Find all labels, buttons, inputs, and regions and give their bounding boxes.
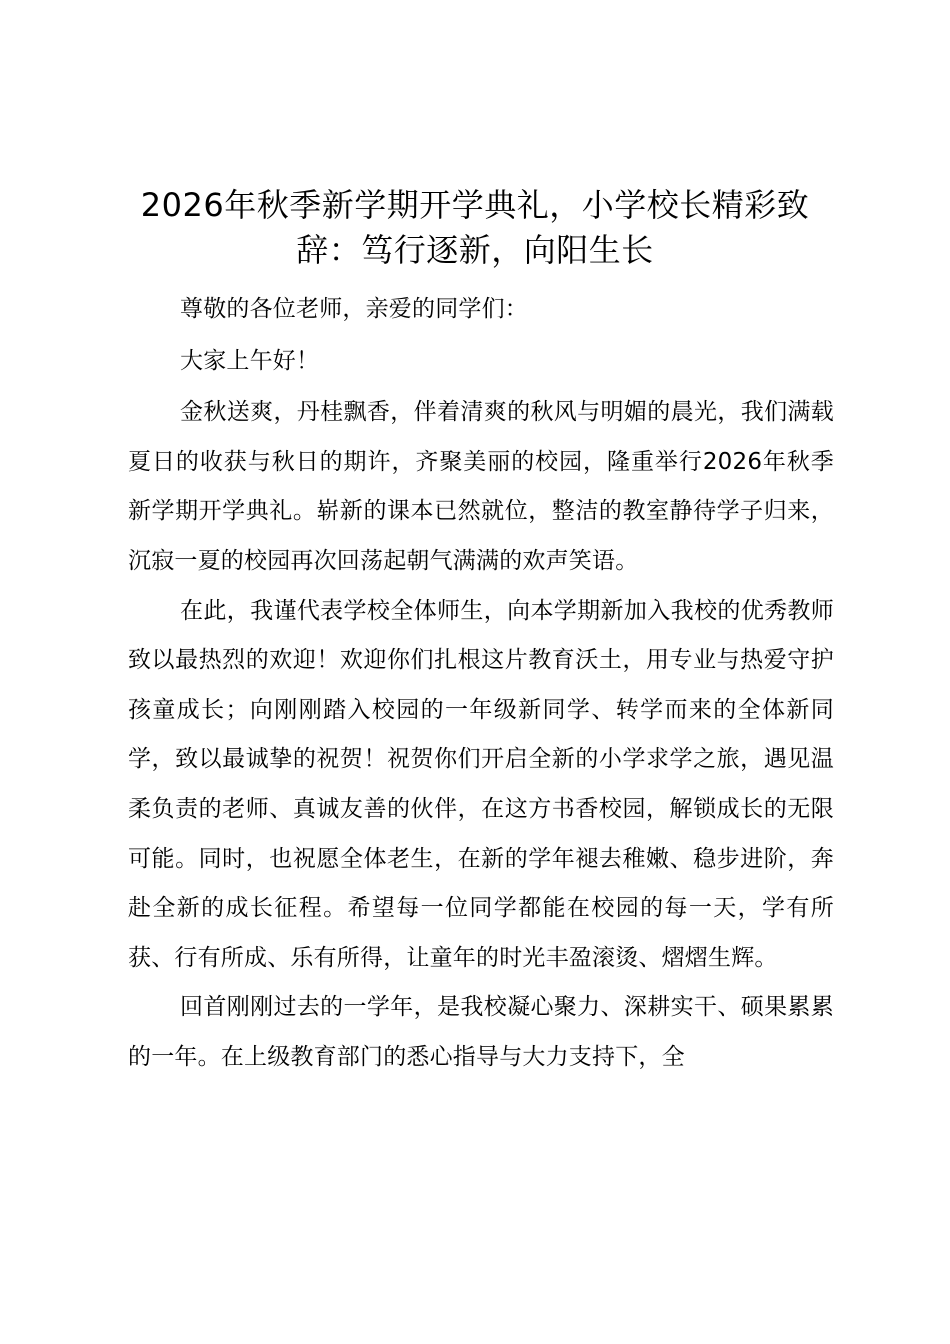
opening-paragraph: 金秋送爽，丹桂飘香，伴着清爽的秋风与明媚的晨光，我们满载夏日的收获与秋日的期许，齐聚美丽的校园，隆重举行2026年秋季新学期开学典礼。崭新的课本已然就位，整洁的教室静待学子归来，沉寂一夏的校园再次回荡起朝气满满的欢声笑语。 xyxy=(128,399,834,574)
review-paragraph: 回首刚刚过去的一学年，是我校凝心聚力、深耕实干、硕果累累的一年。在上级教育部门的悉心指导与大力支持下，全 xyxy=(128,994,834,1070)
salutation-paragraph: 尊敬的各位老师，亲爱的同学们： xyxy=(180,296,528,322)
document-title: 2026年秋季新学期开学典礼，小学校长精彩致辞：笃行逐新，向阳生长 xyxy=(140,186,810,269)
welcome-paragraph: 在此，我谨代表学校全体师生，向本学期新加入我校的优秀教师致以最热烈的欢迎！欢迎你们扎根这片教育沃土，用专业与热爱守护孩童成长；向刚刚踏入校园的一年级新同学、转学而来的全体新同学，致以最诚挚的祝贺！祝贺你们开启全新的小学求学之旅，遇见温柔负责的老师、真诚友善的伙伴，在这方书香校园，解锁成长的无限可能。同时，也祝愿全体老生，在新的学年褪去稚嫩、稳步进阶，奔赴全新的成长征程。希望每一位同学都能在校园的每一天，学有所获、行有所成、乐有所得，让童年的时光丰盈滚烫、熠熠生辉。 xyxy=(128,597,834,971)
greeting-paragraph: 大家上午好！ xyxy=(180,347,320,374)
document-body xyxy=(128,285,834,1083)
